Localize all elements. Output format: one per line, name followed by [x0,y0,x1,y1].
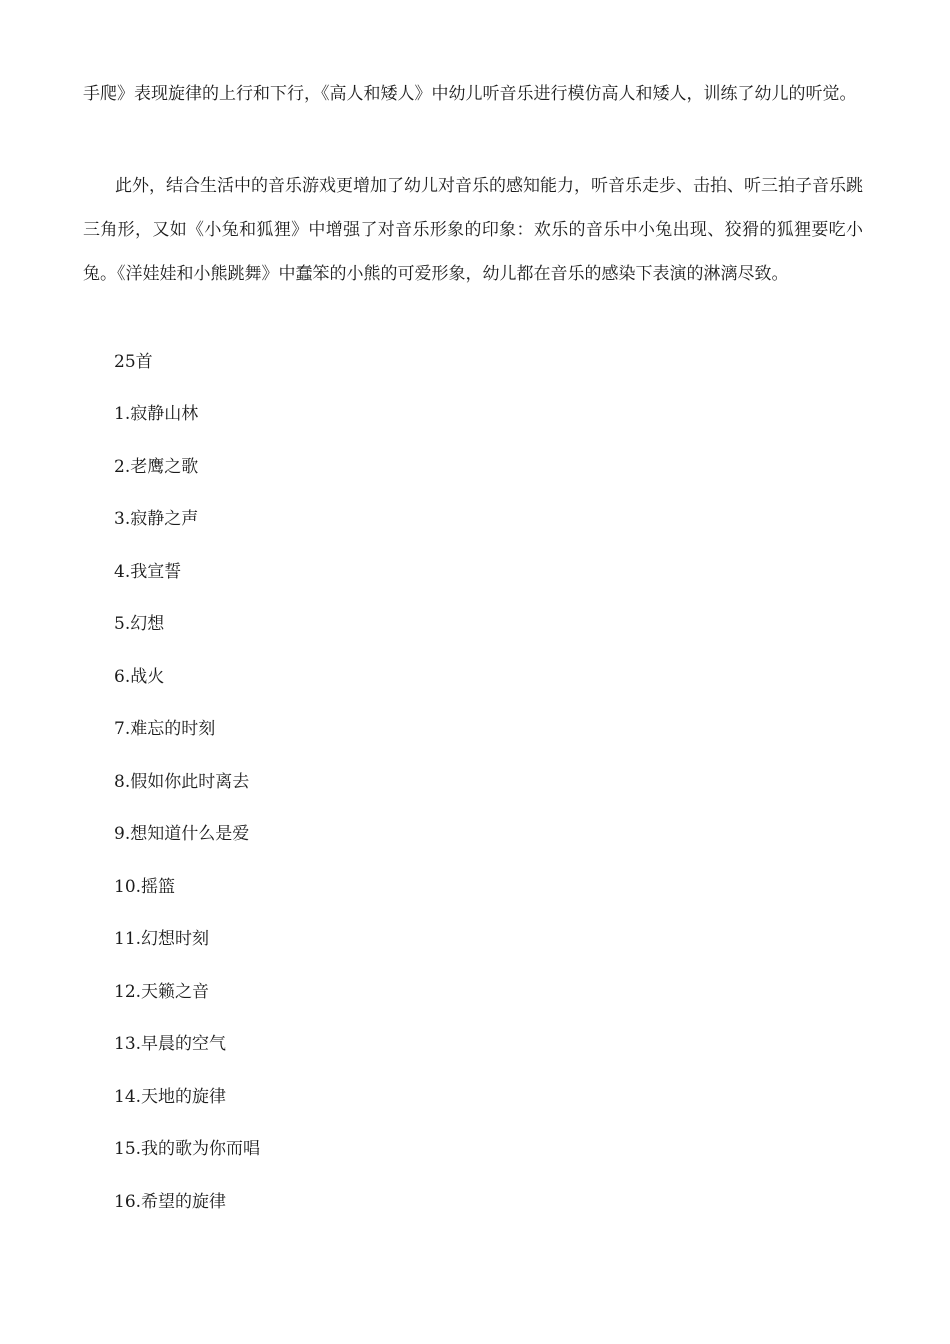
paragraph-continuation: 手爬》表现旋律的上行和下行，《高人和矮人》中幼儿听音乐进行模仿高人和矮人，训练了幼儿的听觉。 [83,84,857,104]
list-item: 15.我的歌为你而唱 [114,1139,261,1159]
list-item: 13.早晨的空气 [114,1034,227,1054]
list-item: 6.战火 [114,666,165,687]
list-item: 2.老鹰之歌 [114,456,199,477]
list-item: 9.想知道什么是爱 [114,824,250,844]
list-item: 1.寂静山林 [114,404,199,424]
list-item: 11.幻想时刻 [114,929,210,949]
list-item: 7.难忘的时刻 [114,719,216,739]
list-item: 16.希望的旋律 [114,1191,227,1212]
list-item: 3.寂静之声 [114,509,199,529]
song-count: 25首 [114,352,153,372]
paragraph-music-games: 此外，结合生活中的音乐游戏更增加了幼儿对音乐的感知能力，听音乐走步、击拍、听三拍子音乐跳三角形，又如《小兔和狐狸》中增强了对音乐形象的印象：欢乐的音乐中小兔出现、狡猾的狐狸要吃小兔。《洋娃娃和小熊跳舞》中蠢笨的小熊的可爱形象，幼儿都在音乐的感染下表演的淋漓尽致。 [83,176,863,284]
list-item: 5.幻想 [114,614,165,634]
list-item: 12.天籁之音 [114,981,210,1002]
song-list [114,401,260,1241]
list-item: 8.假如你此时离去 [114,771,250,792]
list-item: 10.摇篮 [114,876,176,897]
list-item: 4.我宣誓 [114,561,182,582]
list-item: 14.天地的旋律 [114,1086,227,1107]
